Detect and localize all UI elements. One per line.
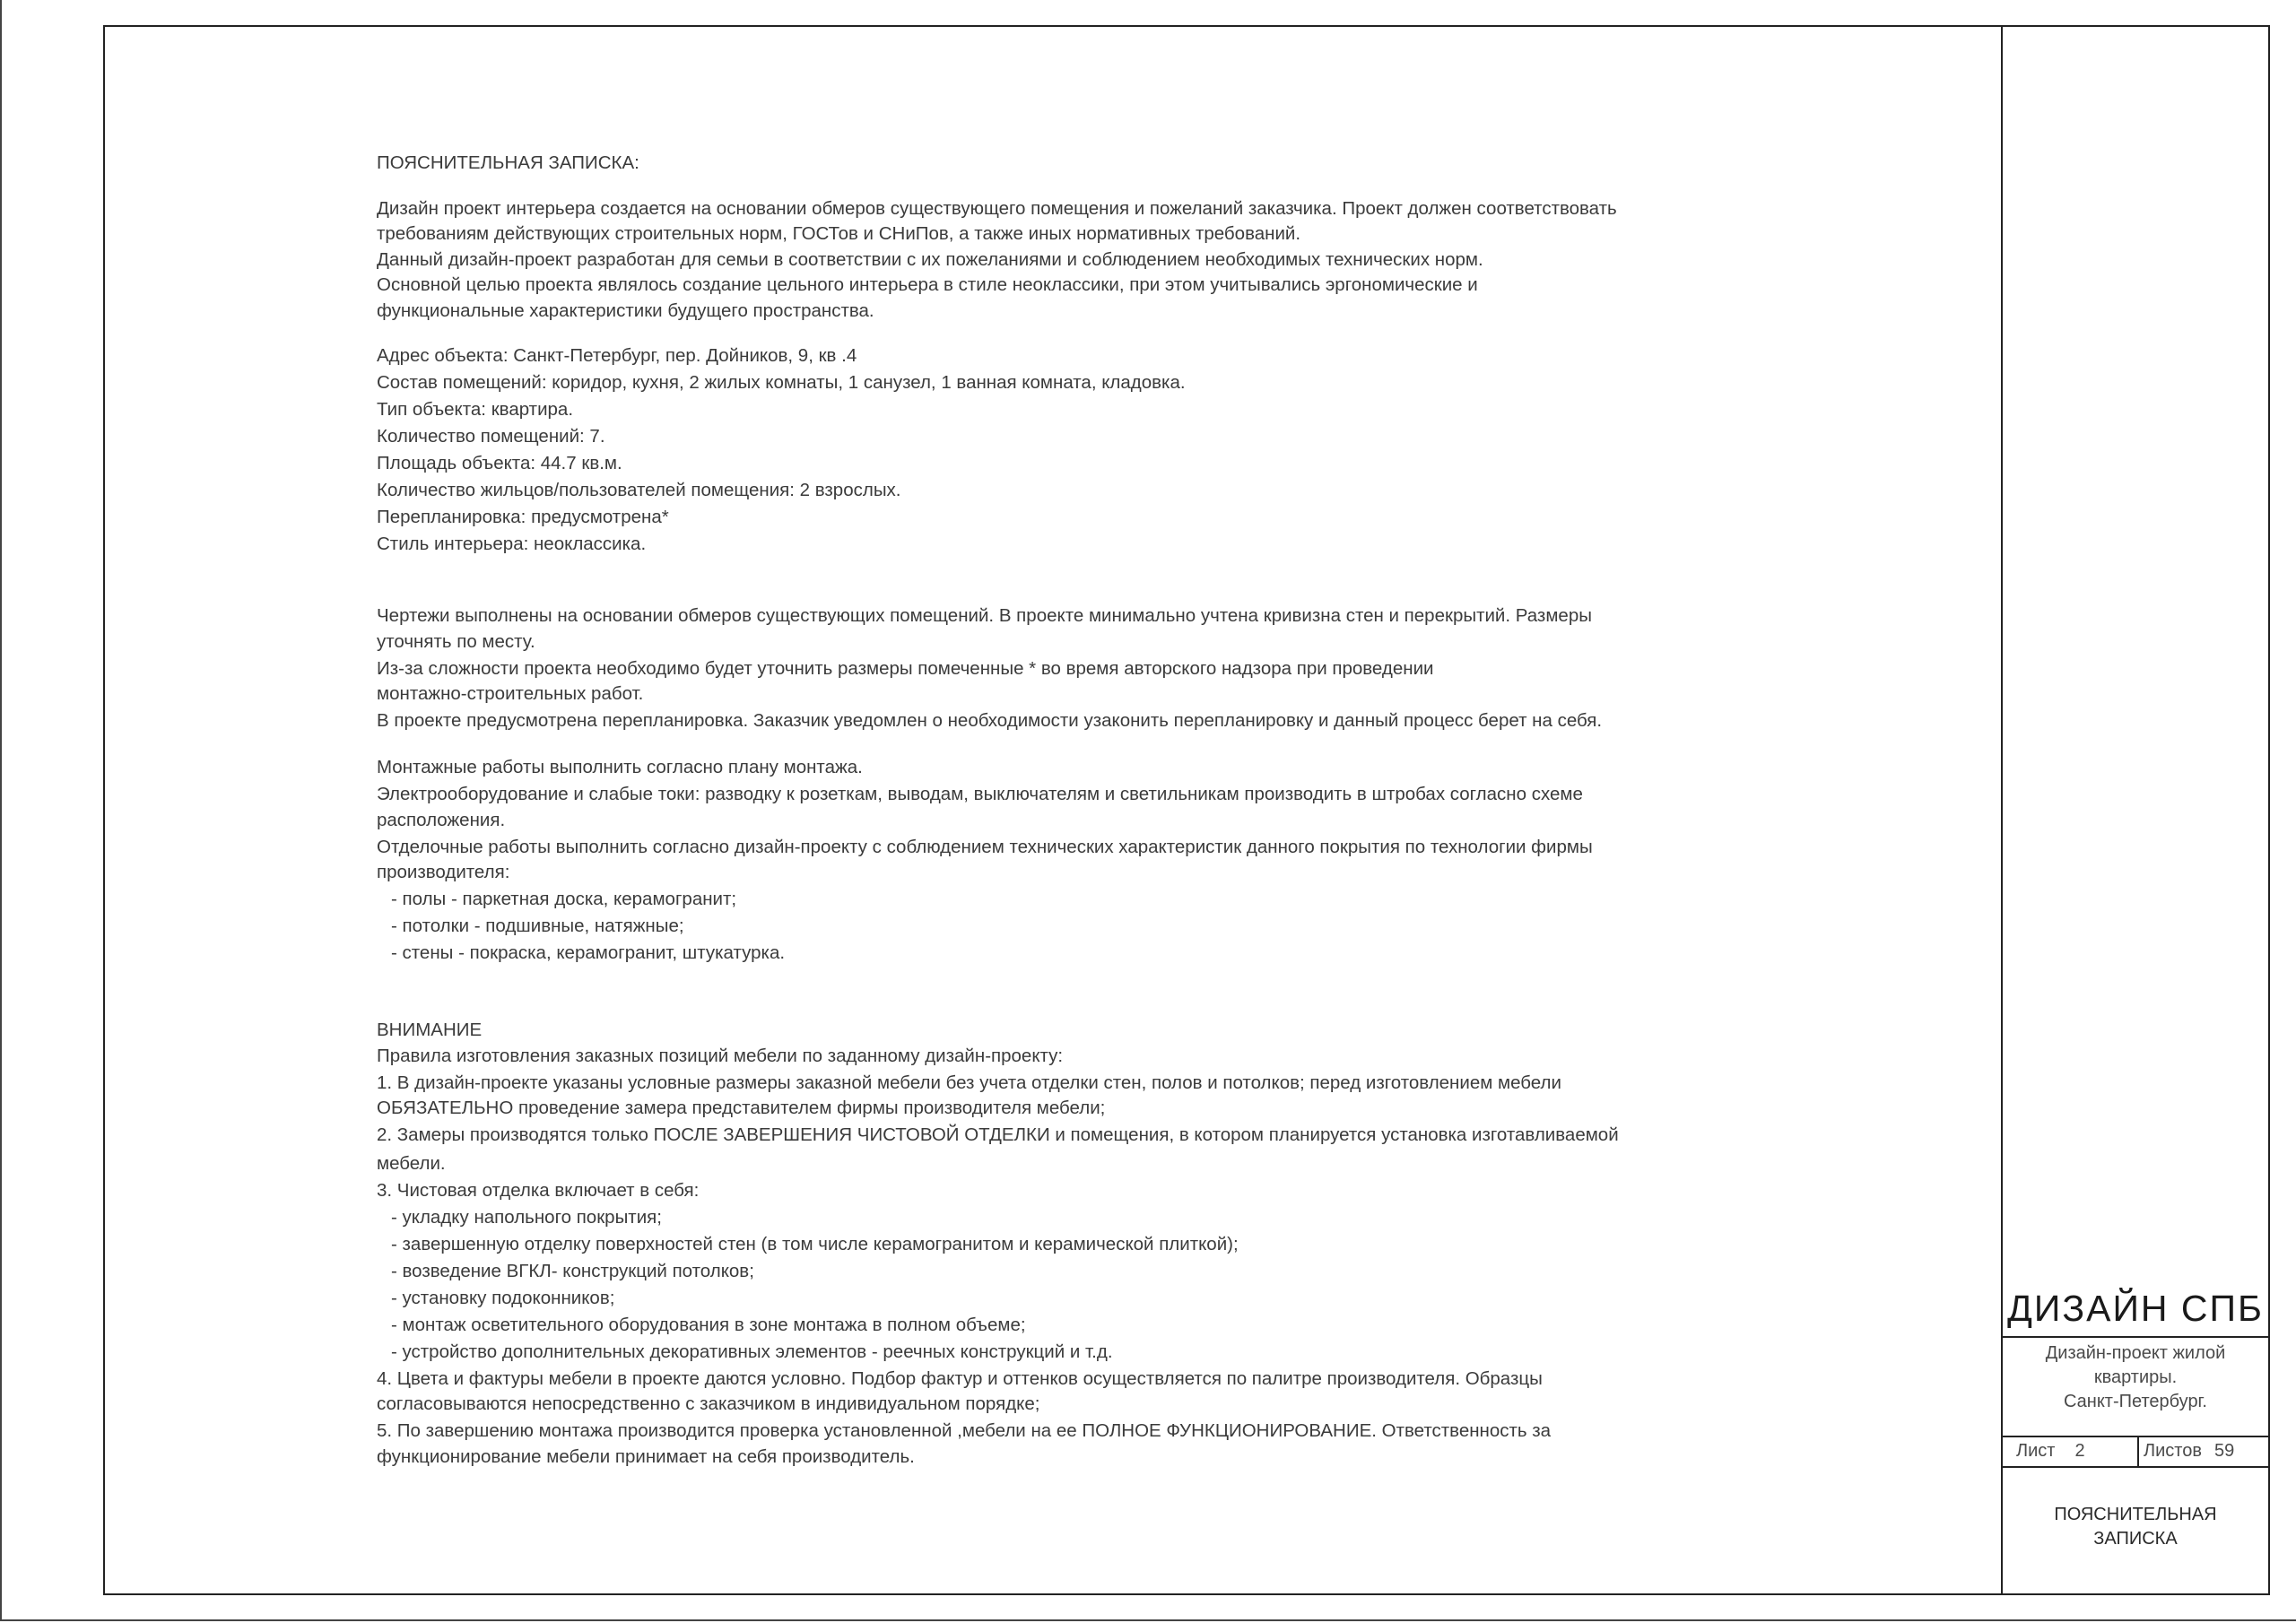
object-address: Адрес объекта: Санкт-Петербург, пер. Дойников, 9, кв .4: [377, 345, 857, 366]
project-title-line: Санкт-Петербург.: [2064, 1392, 2207, 1411]
rule-item: [377, 1367, 1740, 1418]
title-block-rule: [2001, 1436, 2270, 1437]
sheets-total-cell: [2144, 1438, 2234, 1463]
object-area: Площадь объекта: 44.7 кв.м.: [377, 453, 622, 473]
title-block-rule: [2001, 1336, 2270, 1338]
rule-subitem: - укладку напольного покрытия;: [391, 1206, 662, 1228]
intro-line: функциональные характеристики будущего пространства.: [377, 299, 874, 321]
intro-line: требованиям действующих строительных норм, ГОСТов и СНиПов, а также иных нормативных требований.: [377, 223, 1301, 244]
object-rooms: Состав помещений: коридор, кухня, 2 жилых комнаты, 1 санузел, 1 ванная комната, кладовка.: [377, 372, 1186, 393]
company-name: ДИЗАЙН СПБ: [2007, 1288, 2264, 1329]
rule-subitem: - завершенную отделку поверхностей стен (в том числе керамогранитом и керамической плиткой);: [391, 1233, 1239, 1254]
note-line: ОБЯЗАТЕЛЬНО проведение замера представителем фирмы производителя мебели;: [377, 1098, 1106, 1118]
object-style: Стиль интерьера: неоклассика.: [377, 534, 647, 554]
note-line: 5. По завершению монтажа производится проверка установленной ,мебели на ее ПОЛНОЕ ФУНКЦИОНИРОВАНИЕ. Ответственность за: [377, 1420, 1552, 1441]
sheet-name-line: ЗАПИСКА: [2093, 1529, 2178, 1549]
object-residents: Количество жильцов/пользователей помещения: 2 взрослых.: [377, 480, 901, 500]
note-line: уточнять по месту.: [377, 630, 535, 652]
explanatory-note: [377, 151, 1740, 1471]
rule-item: [377, 1123, 1740, 1176]
intro-line: Данный дизайн-проект разработан для семьи в соответствии с их пожеланиями и соблюдением необходимых технических норм.: [377, 248, 1483, 270]
finish-item: - полы - паркетная доска, керамогранит;: [391, 889, 737, 909]
object-replanning: Перепланировка: предусмотрена*: [377, 507, 669, 527]
note-line: Из-за сложности проекта необходимо будет уточнить размеры помеченные * во время авторского надзора при проведении: [377, 657, 1434, 679]
works-notes: [377, 755, 1740, 967]
intro-line: Дизайн проект интерьера создается на основании обмеров существующего помещения и пожеланий заказчика. Проект должен соответствовать: [377, 197, 1617, 219]
sheet-name: [2005, 1503, 2266, 1551]
note-line: Чертежи выполнены на основании обмеров существующих помещений. В проекте минимально учтена кривизна стен и перекрытий. Размеры: [377, 605, 1592, 626]
works-note: [377, 755, 1740, 781]
sheet-bottom-edge: [0, 1619, 2296, 1621]
rule-subitem: - возведение ВГКЛ- конструкций потолков;: [391, 1260, 754, 1281]
note-line: Электрооборудование и слабые токи: разводку к розеткам, выводам, выключателям и светильникам производить в штробах согласно схеме: [377, 784, 1583, 804]
rules-title: Правила изготовления заказных позиций мебели по заданному дизайн-проекту:: [377, 1045, 1064, 1066]
note-line: В проекте предусмотрена перепланировка. Заказчик уведомлен о необходимости узаконить перепланировку и данный процесс берет на себя.: [377, 710, 1603, 731]
title-block-rule: [2001, 1466, 2270, 1468]
intro-paragraph: [377, 196, 1740, 325]
works-note: [377, 782, 1740, 833]
object-type: Тип объекта: квартира.: [377, 399, 574, 420]
note-line: мебели.: [377, 1152, 446, 1174]
object-room-count: Количество помещений: 7.: [377, 426, 605, 447]
rule-item: 3. Чистовая отделка включает в себя:: [377, 1179, 700, 1201]
note-line: монтажно-строительных работ.: [377, 683, 644, 704]
attention-title: ВНИМАНИЕ: [377, 1020, 483, 1040]
rule-subitem: - устройство дополнительных декоративных элементов - реечных конструкций и т.д.: [391, 1341, 1113, 1362]
sheet-left-edge: [0, 0, 2, 1619]
note-line: согласовываются непосредственно с заказчиком в индивидуальном порядке;: [377, 1393, 1040, 1414]
title-block-divider: [2137, 1436, 2139, 1466]
sheets-label: Листов: [2144, 1441, 2202, 1461]
note-heading: ПОЯСНИТЕЛЬНАЯ ЗАПИСКА:: [377, 152, 639, 173]
sheet-label: Лист: [2016, 1441, 2056, 1461]
rule-item: [377, 1419, 1740, 1470]
drawings-notes: [377, 603, 1740, 734]
sheet-number: 2: [2074, 1441, 2085, 1461]
sheet-number-cell: [2016, 1438, 2085, 1463]
note-line: Монтажные работы выполнить согласно плану монтажа.: [377, 757, 863, 777]
sheets-total: 59: [2213, 1441, 2235, 1461]
rule-subitem: - монтаж осветительного оборудования в зоне монтажа в полном объеме;: [391, 1314, 1026, 1335]
project-title-line: квартиры.: [2093, 1367, 2178, 1387]
finish-item: - потолки - подшивные, натяжные;: [391, 916, 684, 936]
works-note: [377, 835, 1740, 886]
finish-item: - стены - покраска, керамогранит, штукатурка.: [391, 942, 786, 963]
object-info: [377, 343, 1740, 558]
rule-item: [377, 1071, 1740, 1122]
note-line: 1. В дизайн-проекте указаны условные размеры заказной мебели без учета отделки стен, полов и потолков; перед изготовлением мебели: [377, 1072, 1561, 1093]
attention-section: [377, 1018, 1740, 1470]
project-title-line: Дизайн-проект жилой: [2045, 1343, 2226, 1363]
note-line: Отделочные работы выполнить согласно дизайн-проекту с соблюдением технических характеристик данного покрытия по технологии фирмы: [377, 836, 1593, 857]
intro-line: Основной целью проекта являлось создание цельного интерьера в стиле неоклассики, при этом учитывались эргономические и: [377, 274, 1478, 295]
note-line: функционирование мебели принимает на себя производитель.: [377, 1445, 915, 1467]
note-line: производителя:: [377, 862, 510, 882]
drawings-note: [377, 708, 1740, 734]
note-line: 4. Цвета и фактуры мебели в проекте даются условно. Подбор фактур и оттенков осуществляется по палитре производителя. Образцы: [377, 1367, 1543, 1389]
drawings-note: [377, 603, 1740, 655]
project-title: [2005, 1341, 2266, 1414]
note-line: расположения.: [377, 809, 506, 830]
sheet-name-line: ПОЯСНИТЕЛЬНАЯ: [2054, 1505, 2217, 1524]
drawings-note: [377, 656, 1740, 707]
rule-subitem: - установку подоконников;: [391, 1287, 615, 1308]
note-line: 2. Замеры производятся только ПОСЛЕ ЗАВЕРШЕНИЯ ЧИСТОВОЙ ОТДЕЛКИ и помещения, в котором планируется установка изготавливаемой: [377, 1124, 1619, 1145]
